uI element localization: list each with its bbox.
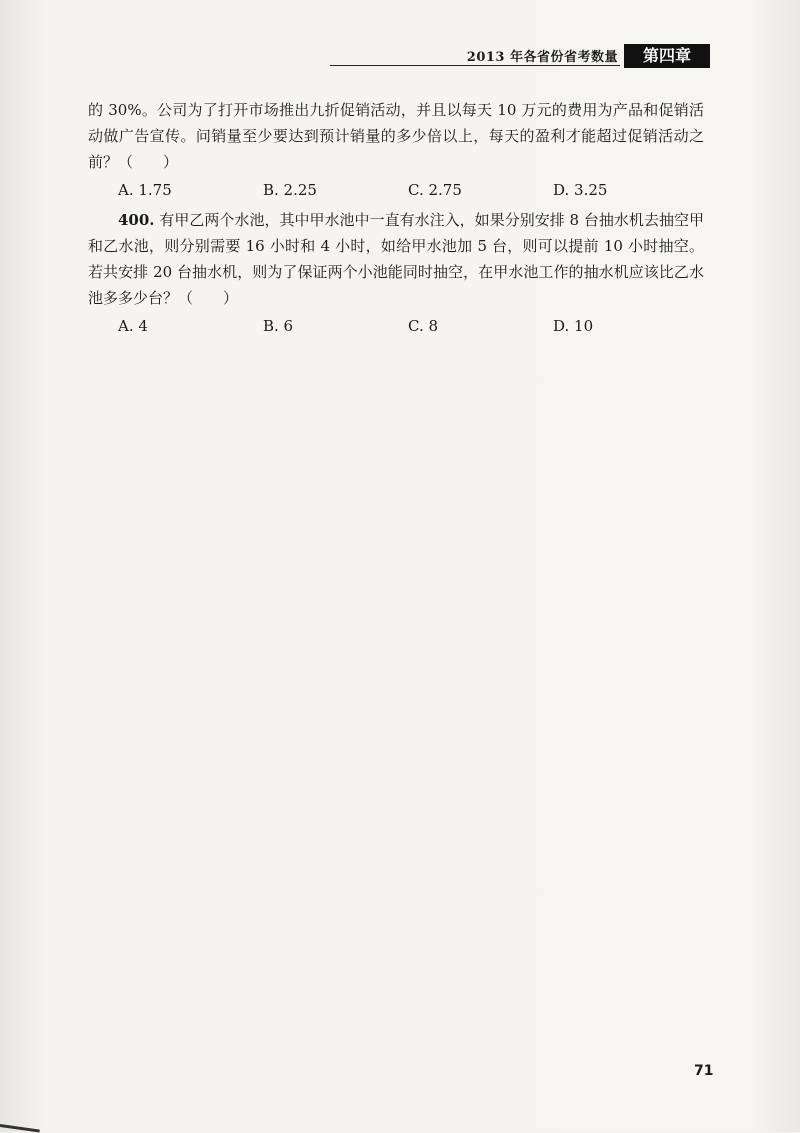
question-400-text: 有甲乙两个水池，其中甲水池中一直有水注入，如果分别安排 8 台抽水机去抽空甲和乙水池，则分别需要 16 小时和 4 小时，如给甲水池加 5 台，则可以提前 10 小时抽空。若共安排 20 台抽水机，则为了保证两个小池能同时抽空，在甲水池工作的抽水机应该比乙水池多多少台？（ ） [88, 211, 704, 307]
option-b: B. 6 [263, 317, 294, 335]
question-399-options [118, 177, 704, 203]
option-a: A. 4 [118, 317, 148, 335]
chapter-badge: 第四章 [624, 44, 710, 68]
option-c: C. 2.75 [408, 181, 462, 199]
page-content [88, 97, 704, 343]
header-rule [330, 65, 620, 66]
option-c: C. 8 [408, 317, 439, 335]
option-a: A. 1.75 [118, 181, 172, 199]
option-d: D. 10 [553, 317, 594, 335]
running-title: 2013 年各省份省考数量 [466, 50, 618, 65]
question-number: 400. [118, 211, 155, 229]
option-b: B. 2.25 [263, 181, 317, 199]
page-number: 71 [694, 1063, 714, 1079]
option-d: D. 3.25 [553, 181, 608, 199]
question-400 [88, 207, 704, 311]
question-400-options [118, 313, 704, 339]
running-header [330, 44, 710, 68]
question-399-tail: 的 30%。公司为了打开市场推出九折促销活动，并且以每天 10 万元的费用为产品和促销活动做广告宣传。问销量至少要达到预计销量的多少倍以上，每天的盈利才能超过促销活动之前？（ ） [88, 101, 704, 171]
